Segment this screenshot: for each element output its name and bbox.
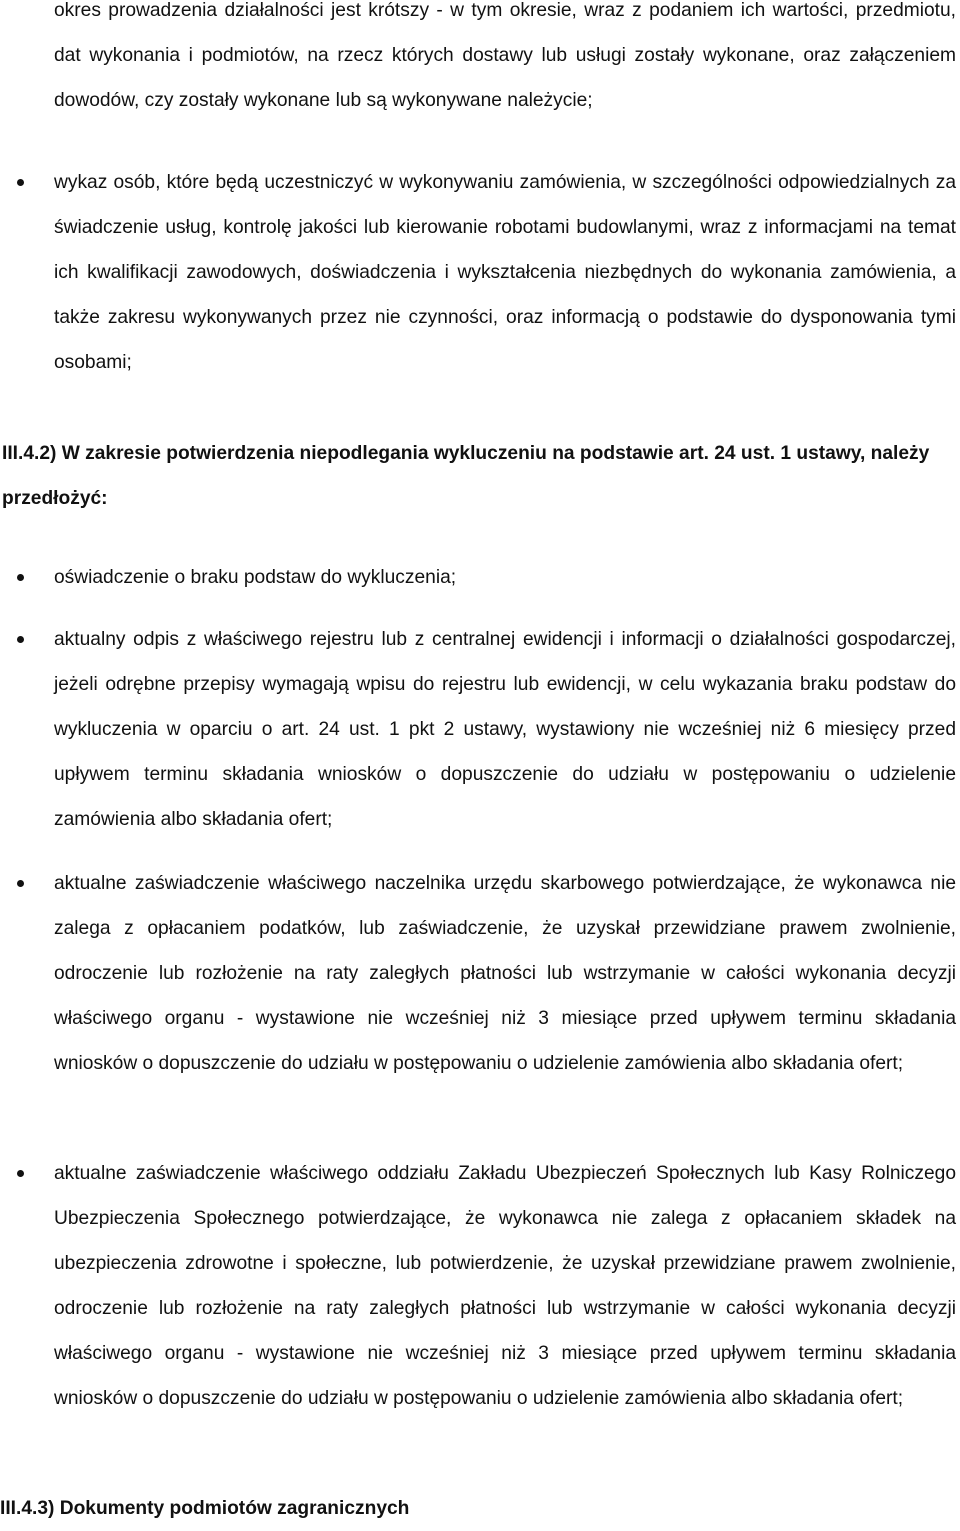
list-item-text: aktualne zaświadczenie właściwego naczelnika urzędu skarbowego potwierdzające, że wykonawca nie zalega z opłacaniem podatków, lub zaświadczenie, że uzyskał przewidziane prawem zwolnienie, odroczenie lub rozłożenie na raty zaległych płatności lub wstrzymanie w całości wykonania decyzji właściwego organu - wystawione nie wcześniej niż 3 miesiące przed upływem terminu składania wniosków o dopuszczenie do udziału w postępowaniu o udzielenie zamówienia albo składania ofert; <box>54 873 956 1074</box>
section-heading-iii-4-2: III.4.2) W zakresie potwierdzenia niepodlegania wykluczeniu na podstawie art. 24 ust. 1 ustawy, należy przedłożyć: <box>2 443 930 509</box>
bullet-icon <box>17 574 24 581</box>
bullet-icon <box>17 1170 24 1177</box>
section-heading-iii-4-3: III.4.3) Dokumenty podmiotów zagranicznych <box>0 1498 410 1519</box>
bullet-icon <box>17 636 24 643</box>
intro-paragraph: okres prowadzenia działalności jest krótszy - w tym okresie, wraz z podaniem ich wartości, przedmiotu, dat wykonania i podmiotów, na rzecz których dostawy lub usługi zostały wykonane, oraz załączeniem dowodów, czy zostały wykonane lub są wykonywane należycie; <box>54 0 956 111</box>
list-item-text: aktualny odpis z właściwego rejestru lub z centralnej ewidencji i informacji o działalności gospodarczej, jeżeli odrębne przepisy wymagają wpisu do rejestru lub ewidencji, w celu wykazania braku podstaw do wykluczenia w oparciu o art. 24 ust. 1 pkt 2 ustawy, wystawiony nie wcześniej niż 6 miesięcy przed upływem terminu składania wniosków o dopuszczenie do udziału w postępowaniu o udzielenie zamówienia albo składania ofert; <box>54 629 956 830</box>
bullet-icon <box>17 179 24 186</box>
list-item-text: aktualne zaświadczenie właściwego oddziału Zakładu Ubezpieczeń Społecznych lub Kasy Rolniczego Ubezpieczenia Społecznego potwierdzające, że wykonawca nie zalega z opłacaniem składek na ubezpieczenia zdrowotne i społeczne, lub potwierdzenie, że uzyskał przewidziane prawem zwolnienie, odroczenie lub rozłożenie na raty zaległych płatności lub wstrzymanie w całości wykonania decyzji właściwego organu - wystawione nie wcześniej niż 3 miesiące przed upływem terminu składania wniosków o dopuszczenie do udziału w postępowaniu o udzielenie zamówienia albo składania ofert; <box>54 1163 956 1409</box>
list-item-text: wykaz osób, które będą uczestniczyć w wykonywaniu zamówienia, w szczególności odpowiedzialnych za świadczenie usług, kontrolę jakości lub kierowanie robotami budowlanymi, wraz z informacjami na temat ich kwalifikacji zawodowych, doświadczenia i wykształcenia niezbędnych do wykonania zamówienia, a także zakresu wykonywanych przez nie czynności, oraz informacją o podstawie do dysponowania tymi osobami; <box>54 172 956 373</box>
list-item-text: oświadczenie o braku podstaw do wykluczenia; <box>54 567 457 588</box>
bullet-icon <box>17 880 24 887</box>
